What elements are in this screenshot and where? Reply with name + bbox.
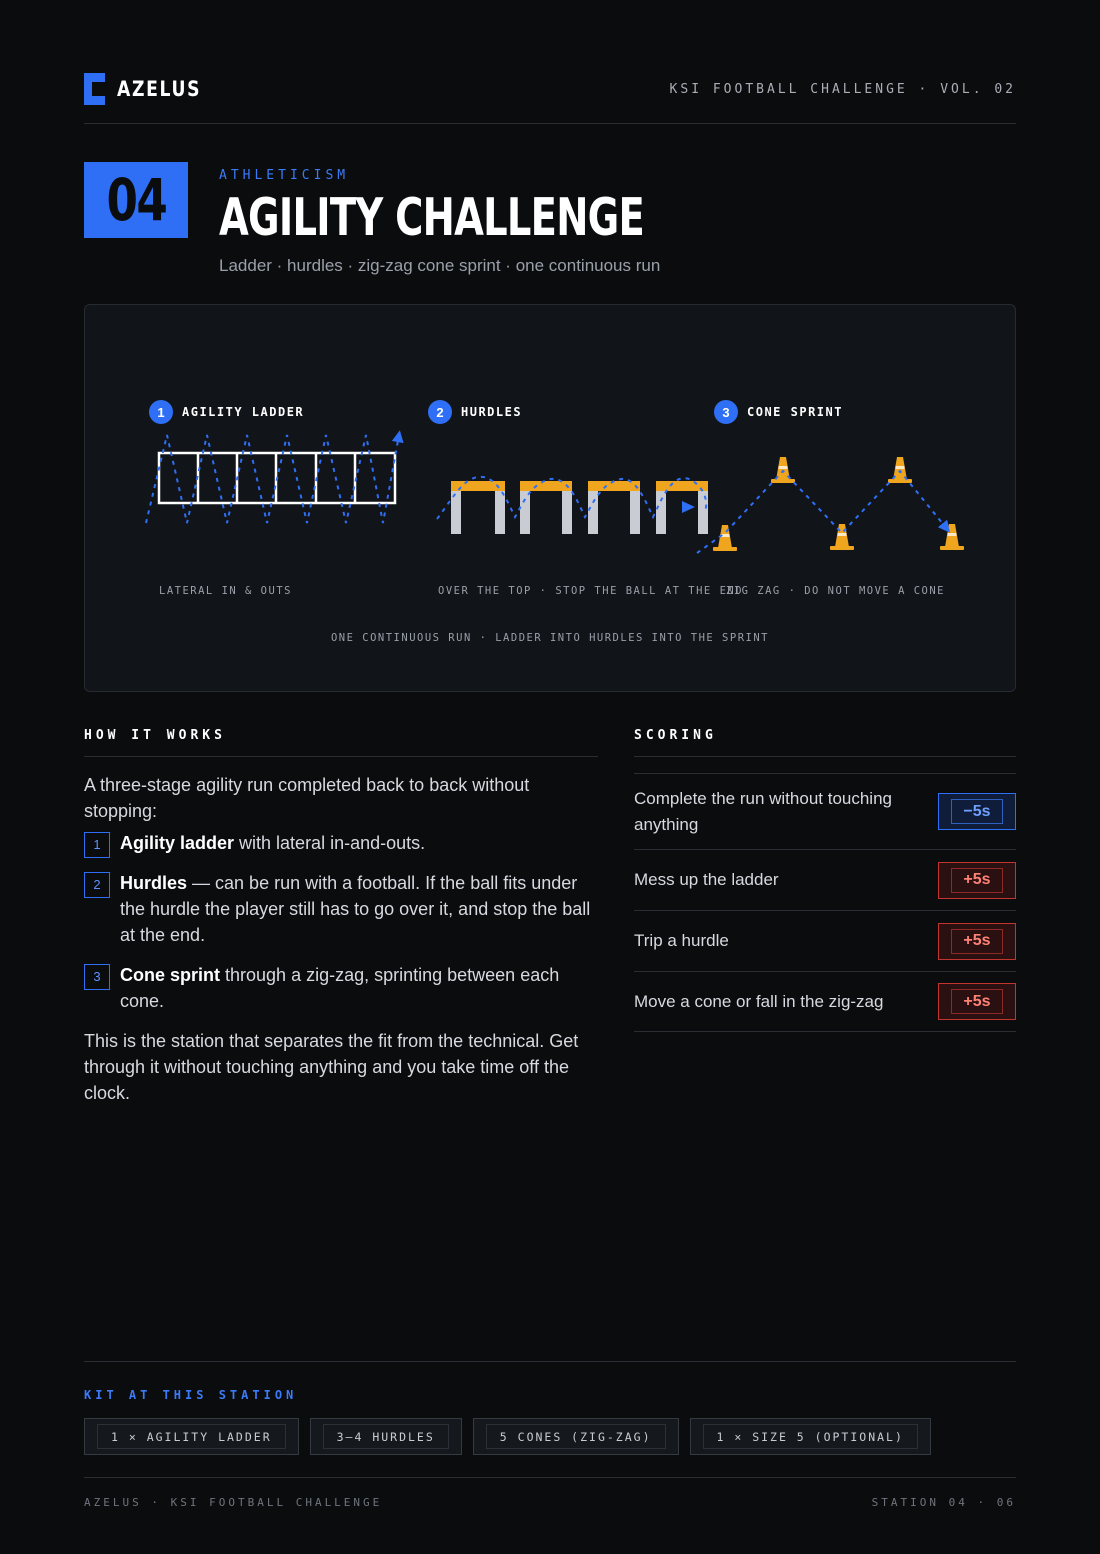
score-value-badge <box>938 862 1016 899</box>
scoring-table <box>634 773 1016 1032</box>
score-row <box>634 849 1016 910</box>
stage-name: HURDLES <box>461 405 523 419</box>
stage-3-label <box>714 400 843 424</box>
score-label: Complete the run without touching anything <box>634 788 892 834</box>
cone-icon <box>713 525 737 551</box>
station-number-badge <box>84 162 188 238</box>
cone-run-path <box>697 471 947 553</box>
stage-number-badge: 2 <box>428 400 452 424</box>
course-diagram <box>84 304 1016 692</box>
kit-item-label: 3–4 HURDLES <box>336 1429 435 1444</box>
score-value: +5s <box>963 992 991 1010</box>
score-row <box>634 910 1016 971</box>
section-divider <box>634 756 1016 757</box>
stage-number-badge: 1 <box>149 400 173 424</box>
footer-page-number: STATION 04 · 06 <box>871 1496 1016 1509</box>
step-item <box>84 962 598 1014</box>
score-label: Trip a hurdle <box>634 931 729 950</box>
score-row <box>634 773 1016 849</box>
how-intro: A three-stage agility run completed back to back without stopping: <box>84 775 530 821</box>
step-text: — can be run with a football. If the ball fits under the hurdle the player still has to go over it, and stop the ball at the end. <box>120 873 591 945</box>
stage-name: AGILITY LADDER <box>182 405 305 419</box>
score-value-badge <box>938 793 1016 830</box>
brand-logo <box>84 73 220 105</box>
scoring-heading: SCORING <box>634 728 717 743</box>
step-number: 2 <box>84 872 110 898</box>
step-text: with lateral in-and-outs. <box>234 833 426 853</box>
kit-list <box>84 1418 942 1455</box>
how-it-works-body <box>84 772 598 1112</box>
score-value: −5s <box>963 802 991 820</box>
kit-item <box>690 1418 931 1455</box>
station-number: 04 <box>106 166 166 234</box>
stage-number-badge: 3 <box>714 400 738 424</box>
score-label: Mess up the ladder <box>634 870 779 889</box>
ladder-run-path <box>146 435 399 523</box>
kit-heading: KIT AT THIS STATION <box>84 1388 298 1402</box>
cone-icon <box>940 524 964 550</box>
step-item <box>84 870 598 948</box>
step-number: 3 <box>84 964 110 990</box>
step-title: Agility ladder <box>120 833 235 853</box>
cones-graphic <box>713 457 964 551</box>
section-divider <box>84 1361 1016 1362</box>
ball-stop-arrow-icon <box>682 501 695 513</box>
kit-item <box>84 1418 299 1455</box>
how-it-works-heading: HOW IT WORKS <box>84 728 226 743</box>
diagram-footnote: ONE CONTINUOUS RUN · LADDER INTO HURDLES INTO THE SPRINT <box>330 632 769 644</box>
stage-2-label <box>428 400 522 424</box>
step-item <box>84 830 598 856</box>
station-category: ATHLETICISM <box>219 168 350 183</box>
kit-item-label: 5 CONES (ZIG-ZAG) <box>499 1429 652 1444</box>
score-row <box>634 971 1016 1032</box>
cone-icon <box>830 524 854 550</box>
step-text: through a zig-zag, sprinting between each cone. <box>120 965 560 1011</box>
score-value: +5s <box>963 932 991 949</box>
footer-left: AZELUS · KSI FOOTBALL CHALLENGE <box>84 1496 383 1509</box>
kit-item-label: 1 × SIZE 5 (OPTIONAL) <box>716 1429 904 1444</box>
kit-item-label: 1 × AGILITY LADDER <box>111 1429 272 1444</box>
score-value: +5s <box>963 871 991 888</box>
page-title: AGILITY CHALLENGE <box>219 188 645 248</box>
step-number: 1 <box>84 832 110 858</box>
kit-item <box>473 1418 679 1455</box>
stage-name: CONE SPRINT <box>747 405 843 419</box>
brand-name: AZELUS <box>117 77 202 101</box>
stage-3-caption: ZIG ZAG · DO NOT MOVE A CONE <box>726 585 946 597</box>
how-outro: This is the station that separates the fit from the technical. Get through it without touching anything and you take time off the clock. <box>84 1031 579 1103</box>
score-value-badge <box>938 983 1016 1020</box>
series-title: KSI FOOTBALL CHALLENGE · VOL. 02 <box>669 82 1016 97</box>
stage-2-caption: OVER THE TOP · STOP THE BALL AT THE END <box>438 585 744 597</box>
score-value-badge <box>938 923 1016 960</box>
page-subtitle: Ladder · hurdles · zig-zag cone sprint · one continuous run <box>219 256 661 275</box>
stage-1-label <box>149 400 304 424</box>
section-divider <box>84 756 598 757</box>
score-label: Move a cone or fall in the zig-zag <box>634 991 884 1011</box>
step-title: Cone sprint <box>120 965 221 985</box>
page-header <box>84 72 1016 124</box>
logo-mark-icon <box>84 73 105 105</box>
kit-item <box>310 1418 462 1455</box>
step-title: Hurdles <box>120 873 188 893</box>
footer-divider <box>84 1477 1016 1478</box>
hurdles-graphic <box>451 481 708 534</box>
stage-1-caption: LATERAL IN & OUTS <box>159 585 292 597</box>
